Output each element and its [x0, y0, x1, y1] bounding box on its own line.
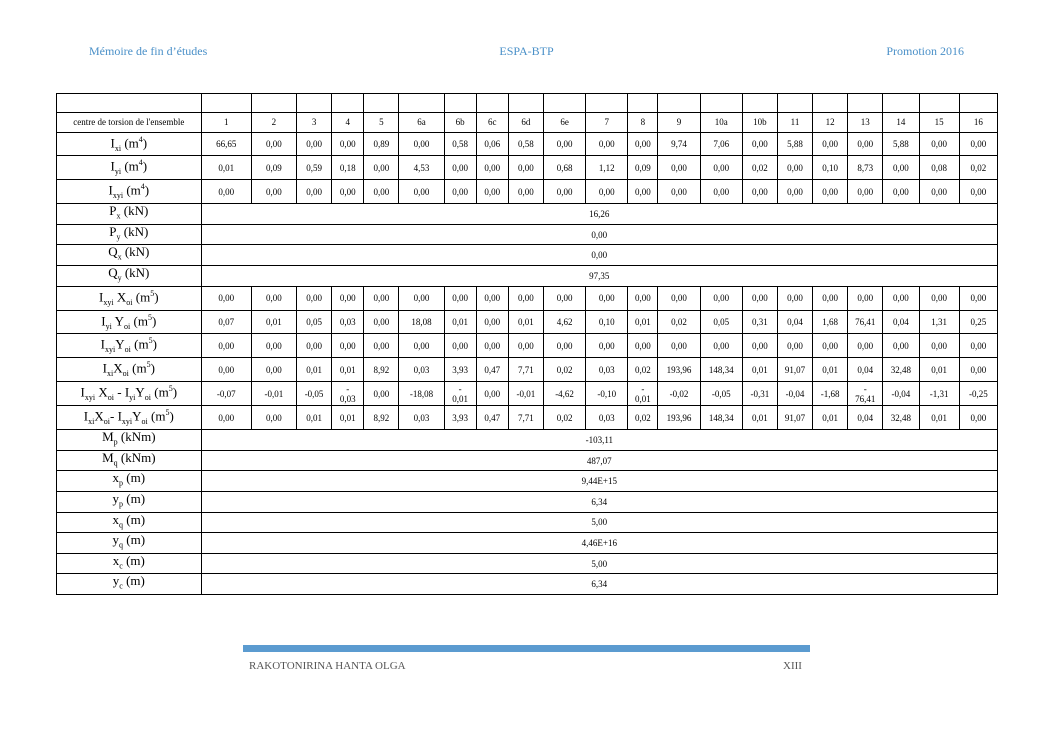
value-cell: 0,58 [508, 132, 543, 156]
table-blank-row [57, 94, 998, 113]
value-cell: 7,06 [700, 132, 742, 156]
column-header: 11 [777, 113, 812, 133]
blank-cell [586, 94, 628, 113]
header-institution: ESPA-BTP [499, 44, 554, 58]
value-cell: 0,00 [848, 286, 883, 310]
table-row [57, 245, 998, 266]
value-cell: 0,00 [332, 286, 364, 310]
value-cell: -0,05 [700, 382, 742, 406]
merged-value: 5,00 [201, 512, 997, 533]
column-header: 4 [332, 113, 364, 133]
blank-cell [476, 94, 508, 113]
table-row [57, 512, 998, 533]
value-cell: 3,93 [444, 358, 476, 382]
value-cell: 0,68 [543, 156, 585, 180]
table-row [57, 382, 998, 406]
value-cell: -0,31 [742, 382, 777, 406]
value-cell: 0,01 [742, 358, 777, 382]
value-cell: 0,00 [628, 132, 658, 156]
value-cell: 0,18 [332, 156, 364, 180]
value-cell: 0,00 [742, 132, 777, 156]
value-cell: 0,00 [742, 180, 777, 204]
value-cell: 0,00 [586, 180, 628, 204]
value-cell: 0,00 [399, 180, 444, 204]
value-cell: 7,71 [508, 358, 543, 382]
value-cell: 0,00 [364, 180, 399, 204]
row-label: $I_{xyi}Y_{oi}$ $(m^5)$ [57, 334, 202, 358]
value-cell: 0,00 [777, 286, 812, 310]
table-row [57, 574, 998, 595]
value-cell: 0,00 [444, 334, 476, 358]
row-label: $y_p$ (m) [57, 491, 202, 512]
table-row [57, 180, 998, 204]
value-cell: 32,48 [883, 358, 919, 382]
value-cell: 0,00 [959, 132, 997, 156]
table-row [57, 553, 998, 574]
value-cell: 0,58 [444, 132, 476, 156]
table-row [57, 430, 998, 451]
column-header: 5 [364, 113, 399, 133]
blank-cell [848, 94, 883, 113]
blank-cell [332, 94, 364, 113]
column-header: 16 [959, 113, 997, 133]
blank-cell [444, 94, 476, 113]
table-row [57, 204, 998, 225]
value-cell: 0,00 [444, 286, 476, 310]
row-label: $I_{xi}X_{oi}-$ $I_{xyi}Y_{oi}$ $(m^5)$ [57, 406, 202, 430]
value-cell: 0,00 [251, 358, 296, 382]
table-row [57, 132, 998, 156]
value-cell: 0,00 [813, 334, 848, 358]
table-row [57, 471, 998, 492]
value-cell: 0,00 [543, 132, 585, 156]
value-cell: 0,00 [476, 310, 508, 334]
value-cell: 0,03 [586, 406, 628, 430]
column-header: 8 [628, 113, 658, 133]
value-cell: 0,00 [201, 180, 251, 204]
column-header: 7 [586, 113, 628, 133]
column-header: 6e [543, 113, 585, 133]
value-cell: 0,00 [476, 286, 508, 310]
value-cell: 0,03 [399, 358, 444, 382]
footer-author: RAKOTONIRINA HANTA OLGA [249, 660, 406, 672]
value-cell: 0,00 [476, 180, 508, 204]
column-header: 1 [201, 113, 251, 133]
value-cell: 0,01 [742, 406, 777, 430]
blank-cell [364, 94, 399, 113]
value-cell: 0,00 [508, 180, 543, 204]
table-row [57, 491, 998, 512]
value-cell: 0,02 [628, 406, 658, 430]
value-cell: - 0,01 [628, 382, 658, 406]
value-cell: 8,92 [364, 358, 399, 382]
value-cell: 0,00 [742, 286, 777, 310]
value-cell: 0,03 [332, 310, 364, 334]
value-cell: 0,00 [959, 180, 997, 204]
value-cell: 0,00 [777, 180, 812, 204]
blank-cell [57, 94, 202, 113]
table-row [57, 334, 998, 358]
value-cell: 0,04 [848, 406, 883, 430]
value-cell: 5,88 [883, 132, 919, 156]
column-header: 10b [742, 113, 777, 133]
merged-value: 5,00 [201, 553, 997, 574]
value-cell: 193,96 [658, 358, 700, 382]
table-row [57, 358, 998, 382]
value-cell: 0,00 [364, 382, 399, 406]
value-cell: 0,00 [700, 156, 742, 180]
value-cell: 0,01 [813, 406, 848, 430]
value-cell: 0,01 [332, 406, 364, 430]
value-cell: 0,00 [813, 180, 848, 204]
value-cell: 193,96 [658, 406, 700, 430]
value-cell: 0,01 [297, 358, 332, 382]
value-cell: -4,62 [543, 382, 585, 406]
value-cell: -0,10 [586, 382, 628, 406]
value-cell: 0,00 [251, 406, 296, 430]
value-cell: 0,00 [251, 334, 296, 358]
value-cell: 0,00 [658, 156, 700, 180]
value-cell: 0,47 [476, 358, 508, 382]
value-cell: 0,00 [777, 334, 812, 358]
merged-value: 16,26 [201, 204, 997, 225]
value-cell: 0,00 [543, 334, 585, 358]
value-cell: 0,00 [508, 334, 543, 358]
row-label: $I_{xyi}$ $X_{oi} - I_{yi}Y_{oi}$ $(m^5)$ [57, 382, 202, 406]
value-cell: 0,04 [848, 358, 883, 382]
value-cell: 0,09 [251, 156, 296, 180]
column-header: 6b [444, 113, 476, 133]
blank-cell [251, 94, 296, 113]
value-cell: 0,03 [399, 406, 444, 430]
merged-value: 0,00 [201, 224, 997, 245]
value-cell: 0,00 [297, 334, 332, 358]
row-label: $I_{xyi}$ $(m^4)$ [57, 180, 202, 204]
column-header: 6a [399, 113, 444, 133]
value-cell: 0,00 [508, 156, 543, 180]
value-cell: 0,59 [297, 156, 332, 180]
value-cell: 0,00 [399, 132, 444, 156]
value-cell: 0,00 [777, 156, 812, 180]
column-header: 2 [251, 113, 296, 133]
value-cell: 0,00 [508, 286, 543, 310]
value-cell: 0,00 [628, 180, 658, 204]
value-cell: 0,05 [297, 310, 332, 334]
value-cell: 0,00 [586, 286, 628, 310]
value-cell: 0,01 [201, 156, 251, 180]
value-cell: 0,02 [543, 406, 585, 430]
row-label: $y_q$ (m) [57, 533, 202, 554]
value-cell: 0,00 [848, 132, 883, 156]
merged-value: -103,11 [201, 430, 997, 451]
column-header: 3 [297, 113, 332, 133]
value-cell: 0,01 [332, 358, 364, 382]
merged-value: 97,35 [201, 266, 997, 287]
column-header: 6d [508, 113, 543, 133]
value-cell: 0,02 [959, 156, 997, 180]
value-cell: 0,02 [543, 358, 585, 382]
row-label: $Q_y$ (kN) [57, 266, 202, 287]
value-cell: 0,00 [848, 180, 883, 204]
value-cell: 0,05 [700, 310, 742, 334]
value-cell: 0,00 [883, 180, 919, 204]
value-cell: 0,00 [813, 286, 848, 310]
merged-value: 6,34 [201, 491, 997, 512]
table-row [57, 406, 998, 430]
value-cell: - 0,01 [444, 382, 476, 406]
column-header: 13 [848, 113, 883, 133]
value-cell: 0,02 [742, 156, 777, 180]
merged-value: 487,07 [201, 450, 997, 471]
blank-cell [297, 94, 332, 113]
blank-cell [813, 94, 848, 113]
value-cell: 0,00 [919, 132, 959, 156]
value-cell: 0,00 [959, 406, 997, 430]
value-cell: 0,00 [297, 180, 332, 204]
value-cell: -0,01 [508, 382, 543, 406]
value-cell: 4,62 [543, 310, 585, 334]
value-cell: 0,00 [700, 286, 742, 310]
value-cell: 0,00 [658, 180, 700, 204]
value-cell: 0,00 [883, 286, 919, 310]
column-header: 14 [883, 113, 919, 133]
row-label: $x_c$ (m) [57, 553, 202, 574]
value-cell: -0,05 [297, 382, 332, 406]
value-cell: 76,41 [848, 310, 883, 334]
blank-cell [543, 94, 585, 113]
value-cell: 0,01 [919, 406, 959, 430]
blank-cell [959, 94, 997, 113]
table-header-row [57, 113, 998, 133]
value-cell: -0,01 [251, 382, 296, 406]
value-cell: 0,31 [742, 310, 777, 334]
value-cell: 0,00 [476, 382, 508, 406]
value-cell: 0,00 [586, 334, 628, 358]
table-row [57, 266, 998, 287]
value-cell: 32,48 [883, 406, 919, 430]
row-label: $P_x$ (kN) [57, 204, 202, 225]
value-cell: 0,00 [251, 132, 296, 156]
value-cell: 148,34 [700, 358, 742, 382]
value-cell: 0,00 [251, 286, 296, 310]
value-cell: 0,00 [883, 334, 919, 358]
value-cell: 0,00 [959, 286, 997, 310]
value-cell: 0,06 [476, 132, 508, 156]
value-cell: 0,00 [883, 156, 919, 180]
value-cell: 0,00 [364, 310, 399, 334]
value-cell: 0,00 [700, 180, 742, 204]
value-cell: -0,02 [658, 382, 700, 406]
value-cell: 4,53 [399, 156, 444, 180]
value-cell: 0,00 [332, 132, 364, 156]
value-cell: 0,00 [919, 180, 959, 204]
value-cell: 0,89 [364, 132, 399, 156]
value-cell: 0,00 [476, 156, 508, 180]
table-row [57, 450, 998, 471]
value-cell: 0,00 [332, 180, 364, 204]
row-label: $x_q$ (m) [57, 512, 202, 533]
value-cell: 8,92 [364, 406, 399, 430]
value-cell: 0,47 [476, 406, 508, 430]
value-cell: 0,01 [297, 406, 332, 430]
row-label: $M_p$ (kNm) [57, 430, 202, 451]
value-cell: 0,04 [883, 310, 919, 334]
value-cell: 0,00 [444, 156, 476, 180]
value-cell: 1,68 [813, 310, 848, 334]
value-cell: 0,10 [586, 310, 628, 334]
value-cell: 0,00 [543, 180, 585, 204]
value-cell: 0,00 [201, 334, 251, 358]
blank-cell [399, 94, 444, 113]
value-cell: 148,34 [700, 406, 742, 430]
value-cell: 0,00 [586, 132, 628, 156]
row-label: $Q_x$ (kN) [57, 245, 202, 266]
value-cell: 0,10 [813, 156, 848, 180]
blank-cell [777, 94, 812, 113]
header-promotion: Promotion 2016 [886, 44, 964, 58]
row-label: $y_c$ (m) [57, 574, 202, 595]
table-row [57, 224, 998, 245]
value-cell: 1,31 [919, 310, 959, 334]
column-header: 15 [919, 113, 959, 133]
value-cell: 0,04 [777, 310, 812, 334]
blank-cell [883, 94, 919, 113]
value-cell: 0,02 [628, 358, 658, 382]
value-cell: 0,00 [658, 334, 700, 358]
value-cell: 91,07 [777, 358, 812, 382]
value-cell: -0,04 [777, 382, 812, 406]
blank-cell [201, 94, 251, 113]
row-label: $x_p$ (m) [57, 471, 202, 492]
value-cell: 0,00 [476, 334, 508, 358]
value-cell: 0,02 [658, 310, 700, 334]
merged-value: 9,44E+15 [201, 471, 997, 492]
value-cell: 0,00 [959, 358, 997, 382]
value-cell: 0,00 [813, 132, 848, 156]
merged-value: 4,46E+16 [201, 533, 997, 554]
value-cell: -0,25 [959, 382, 997, 406]
footer-page-number: XIII [783, 660, 802, 672]
value-cell: 0,01 [508, 310, 543, 334]
row-label: $I_{yi}$ $(m^4)$ [57, 156, 202, 180]
value-cell: -0,04 [883, 382, 919, 406]
column-header: 9 [658, 113, 700, 133]
value-cell: 0,01 [444, 310, 476, 334]
value-cell: - 76,41 [848, 382, 883, 406]
row-label: $I_{yi}$ $Y_{oi}$ $(m^5)$ [57, 310, 202, 334]
row-label: $I_{xi}X_{oi}$ $(m^5)$ [57, 358, 202, 382]
corner-label: centre de torsion de l'ensemble [57, 113, 202, 133]
blank-cell [508, 94, 543, 113]
column-header: 6c [476, 113, 508, 133]
value-cell: 0,03 [586, 358, 628, 382]
value-cell: 5,88 [777, 132, 812, 156]
blank-cell [628, 94, 658, 113]
value-cell: 0,00 [332, 334, 364, 358]
value-cell: 66,65 [201, 132, 251, 156]
value-cell: 0,00 [399, 286, 444, 310]
value-cell: 7,71 [508, 406, 543, 430]
value-cell: 0,00 [959, 334, 997, 358]
value-cell: 0,00 [201, 358, 251, 382]
value-cell: 0,00 [201, 286, 251, 310]
value-cell: -18,08 [399, 382, 444, 406]
value-cell: 0,00 [297, 286, 332, 310]
value-cell: 0,00 [700, 334, 742, 358]
value-cell: 0,00 [251, 180, 296, 204]
value-cell: 1,12 [586, 156, 628, 180]
row-label: $M_q$ (kNm) [57, 450, 202, 471]
value-cell: 9,74 [658, 132, 700, 156]
value-cell: 0,00 [444, 180, 476, 204]
merged-value: 6,34 [201, 574, 997, 595]
header-school-label: Mémoire de fin d’études [89, 44, 208, 58]
value-cell: 91,07 [777, 406, 812, 430]
row-label: $I_{xi}$ $(m^4)$ [57, 132, 202, 156]
value-cell: 0,00 [201, 406, 251, 430]
value-cell: 0,00 [628, 286, 658, 310]
value-cell: 0,01 [813, 358, 848, 382]
value-cell: 0,00 [543, 286, 585, 310]
blank-cell [742, 94, 777, 113]
value-cell: 0,09 [628, 156, 658, 180]
blank-cell [700, 94, 742, 113]
value-cell: 0,00 [742, 334, 777, 358]
value-cell: 0,25 [959, 310, 997, 334]
value-cell: 0,01 [919, 358, 959, 382]
value-cell: -1,68 [813, 382, 848, 406]
merged-value: 0,00 [201, 245, 997, 266]
footer-divider-bar [243, 645, 810, 652]
value-cell: 0,00 [364, 286, 399, 310]
value-cell: 0,00 [658, 286, 700, 310]
value-cell: 0,00 [297, 132, 332, 156]
value-cell: - 0,03 [332, 382, 364, 406]
value-cell: -0,07 [201, 382, 251, 406]
value-cell: 0,08 [919, 156, 959, 180]
value-cell: 0,01 [628, 310, 658, 334]
value-cell: 0,00 [919, 334, 959, 358]
table-row [57, 310, 998, 334]
row-label: $P_y$ (kN) [57, 224, 202, 245]
value-cell: 8,73 [848, 156, 883, 180]
blank-cell [919, 94, 959, 113]
value-cell: 0,00 [364, 334, 399, 358]
value-cell: 0,00 [848, 334, 883, 358]
table-row [57, 156, 998, 180]
row-label: $I_{xyi}$ $X_{oi}$ $(m^5)$ [57, 286, 202, 310]
value-cell: 3,93 [444, 406, 476, 430]
value-cell: 0,07 [201, 310, 251, 334]
torsion-center-table [56, 93, 998, 595]
value-cell: 0,00 [628, 334, 658, 358]
column-header: 10a [700, 113, 742, 133]
value-cell: 18,08 [399, 310, 444, 334]
value-cell: 0,00 [364, 156, 399, 180]
value-cell: 0,00 [919, 286, 959, 310]
table-row [57, 286, 998, 310]
table-row [57, 533, 998, 554]
column-header: 12 [813, 113, 848, 133]
value-cell: 0,00 [399, 334, 444, 358]
value-cell: 0,01 [251, 310, 296, 334]
blank-cell [658, 94, 700, 113]
value-cell: -1,31 [919, 382, 959, 406]
